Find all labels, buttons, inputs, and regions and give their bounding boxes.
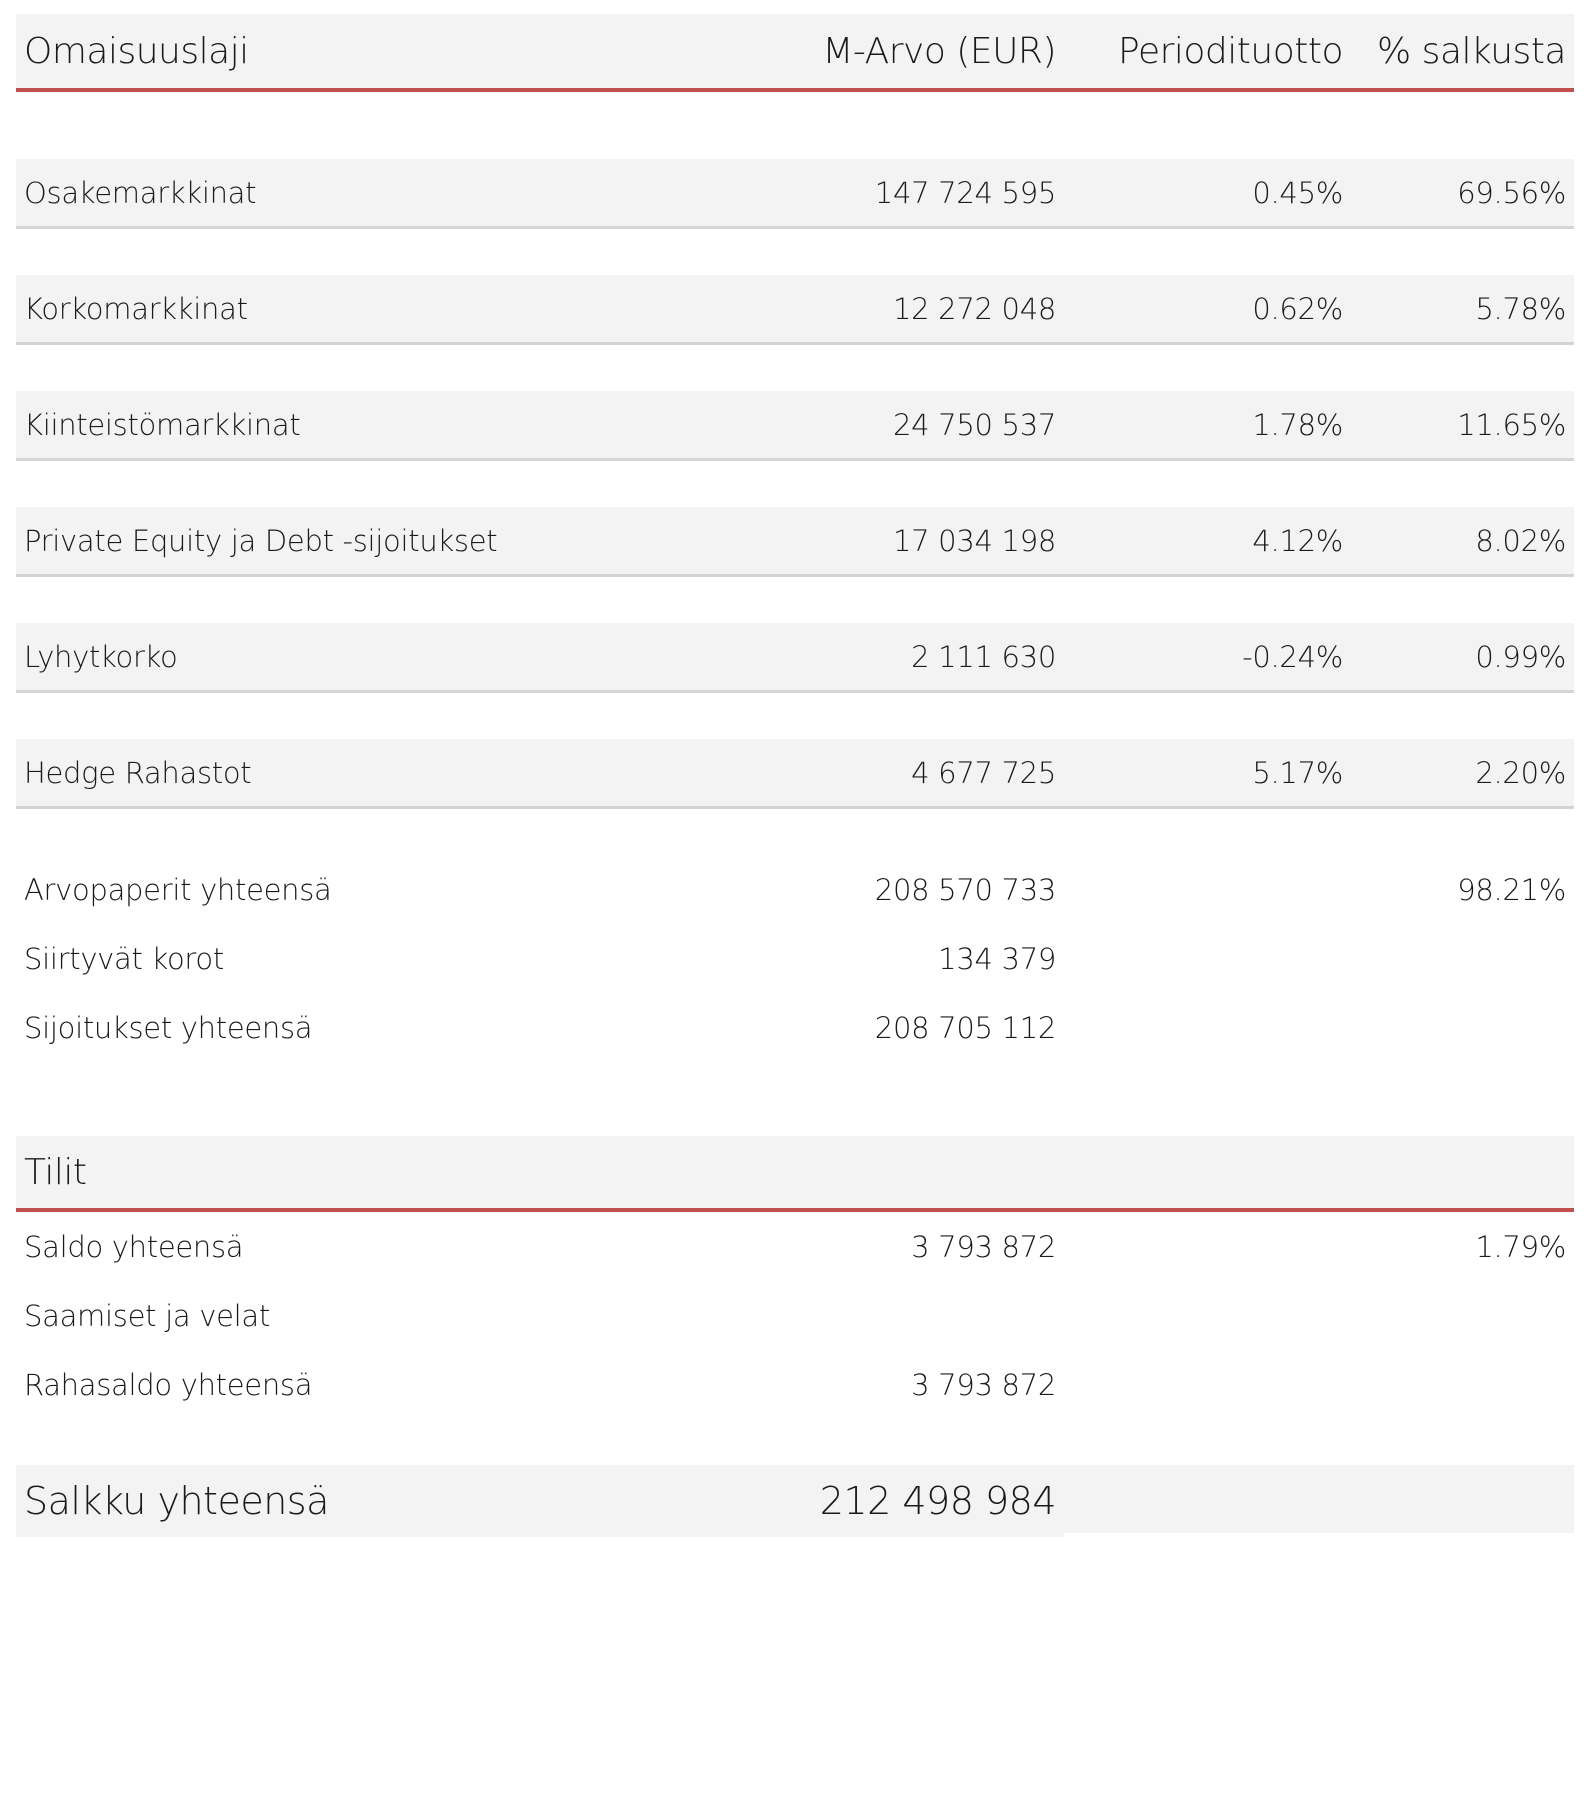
asset-value: 4 677 725 — [911, 755, 1056, 790]
portfolio-total-row — [16, 1465, 1574, 1537]
account-label: Rahasaldo yhteensä — [24, 1367, 313, 1402]
accounts-title: Tilit — [24, 1151, 87, 1193]
asset-name: Korkomarkkinat — [24, 291, 248, 326]
asset-share: 11.65% — [1457, 407, 1566, 442]
table-row — [16, 159, 1574, 229]
account-label: Saldo yhteensä — [24, 1229, 244, 1264]
account-row — [16, 1350, 1574, 1419]
accounts-header — [16, 1136, 1574, 1212]
asset-share: 8.02% — [1475, 523, 1566, 558]
table-row — [16, 623, 1574, 693]
asset-return: 4.12% — [1252, 523, 1343, 558]
account-label: Saamiset ja velat — [24, 1298, 270, 1333]
account-row — [16, 1281, 1574, 1350]
asset-return: -0.24% — [1242, 639, 1343, 674]
summary-value: 208 705 112 — [874, 1010, 1056, 1045]
header-market-value: M-Arvo (EUR) — [822, 30, 1056, 72]
asset-name: Hedge Rahastot — [24, 755, 252, 790]
asset-value: 147 724 595 — [874, 175, 1056, 210]
summary-value: 208 570 733 — [874, 872, 1056, 907]
securities-summary — [16, 855, 1574, 1062]
summary-value: 134 379 — [938, 941, 1056, 976]
asset-rows — [16, 159, 1574, 809]
account-value: 3 793 872 — [911, 1229, 1056, 1264]
account-share: 1.79% — [1475, 1229, 1566, 1264]
accounts-rows — [16, 1212, 1574, 1419]
table-row — [16, 507, 1574, 577]
header-portfolio-share: % salkusta — [1377, 30, 1566, 72]
table-row — [16, 275, 1574, 345]
asset-name: Private Equity ja Debt -sijoitukset — [24, 523, 498, 558]
asset-name: Osakemarkkinat — [24, 175, 257, 210]
asset-value: 2 111 630 — [911, 639, 1056, 674]
summary-label: Siirtyvät korot — [24, 941, 224, 976]
asset-value: 24 750 537 — [892, 407, 1056, 442]
account-row — [16, 1212, 1574, 1281]
account-value: 3 793 872 — [911, 1367, 1056, 1402]
summary-label: Arvopaperit yhteensä — [24, 872, 332, 907]
table-row — [16, 739, 1574, 809]
summary-share: 98.21% — [1457, 872, 1566, 907]
asset-share: 2.20% — [1475, 755, 1566, 790]
portfolio-table — [16, 14, 1574, 1537]
table-row — [16, 391, 1574, 461]
total-label: Salkku yhteensä — [16, 1465, 706, 1537]
header-period-return: Periodituotto — [1118, 30, 1343, 72]
table-header — [16, 14, 1574, 92]
asset-return: 1.78% — [1252, 407, 1343, 442]
asset-share: 5.78% — [1475, 291, 1566, 326]
header-asset-class: Omaisuuslaji — [24, 30, 249, 72]
asset-value: 12 272 048 — [892, 291, 1056, 326]
asset-return: 5.17% — [1252, 755, 1343, 790]
asset-share: 0.99% — [1475, 639, 1566, 674]
summary-row — [16, 993, 1574, 1062]
asset-value: 17 034 198 — [892, 523, 1056, 558]
asset-share: 69.56% — [1457, 175, 1566, 210]
summary-label: Sijoitukset yhteensä — [24, 1010, 313, 1045]
total-value: 212 498 984 — [706, 1465, 1064, 1537]
asset-return: 0.62% — [1252, 291, 1343, 326]
summary-row — [16, 924, 1574, 993]
asset-return: 0.45% — [1252, 175, 1343, 210]
summary-row — [16, 855, 1574, 924]
asset-name: Kiinteistömarkkinat — [24, 407, 301, 442]
asset-name: Lyhytkorko — [24, 639, 178, 674]
